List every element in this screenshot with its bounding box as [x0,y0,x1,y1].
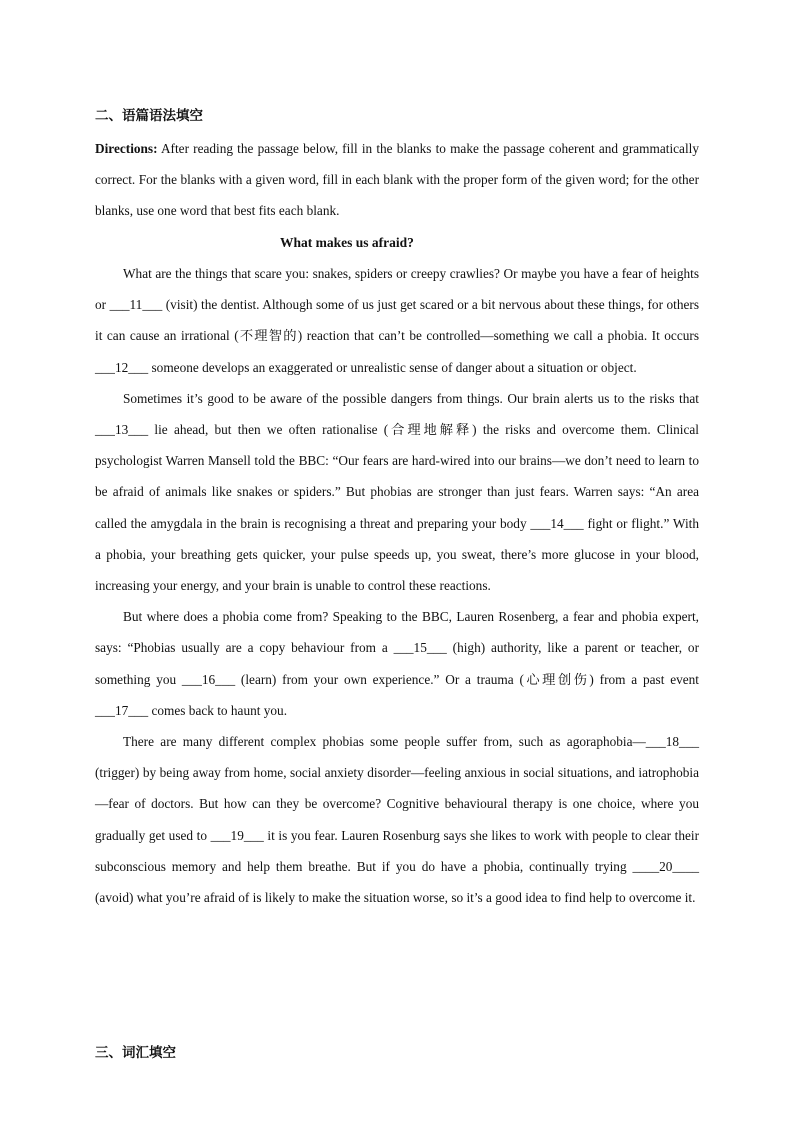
section-heading-vocabulary-fill: 三、词汇填空 [95,1045,176,1060]
directions-text: After reading the passage below, fill in the blanks to make the passage coherent and grammatically correct. For the blanks with a given word, fill in each blank with the proper form of the given word; for the other blanks, use one word that best fits each blank. [95,141,699,219]
passage-paragraph-2: Sometimes it’s good to be aware of the possible dangers from things. Our brain alerts us to the risks that ___13___ lie ahead, but then we often rationalise (合理地解释) the risks and overcome them. Clinical psychologist Warren Mansell told the BBC: “Our fears are hard-wired into our brains—we don’t need to learn to be afraid of animals like snakes or spiders.” But phobias are stronger than just fears. Warren says: “An area called the amygdala in the brain is recognising a threat and preparing your body ___14___ fight or flight.” With a phobia, your breathing gets quicker, your pulse speeds up, you sweat, there’s more glucose in your blood, increasing your energy, and your brain is unable to control these reactions. [95,390,699,594]
passage-paragraph-1: What are the things that scare you: snakes, spiders or creepy crawlies? Or maybe you have a fear of heights or ___11___ (visit) the dentist. Although some of us just get scared or a bit nervous about these things, for others it can cause an irrational (不理智的) reaction that can’t be controlled—something we call a phobia. It occurs ___12___ someone develops an exaggerated or unrealistic sense of danger about a situation or object. [95,266,699,375]
section-heading-grammar-fill: 二、语篇语法填空 [95,108,203,123]
passage-paragraph-4: There are many different complex phobias some people suffer from, such as agoraphobia—___18___ (trigger) by being away from home, social anxiety disorder—feeling anxious in social situations, and iatrophobia—fear of doctors. But how can they be overcome? Cognitive behavioural therapy is one choice, where you gradually get used to ___19___ it is you fear. Lauren Rosenburg says she likes to work with people to clear their subconscious memory and help them breathe. But if you do have a phobia, continually trying ____20____ (avoid) what you’re afraid of is likely to make the situation worse, so it’s a good idea to find help to overcome it. [95,734,699,906]
passage-paragraph-3: But where does a phobia come from? Speaking to the BBC, Lauren Rosenberg, a fear and phobia expert, says: “Phobias usually are a copy behaviour from a ___15___ (high) authority, like a parent or teacher, or something you ___16___ (learn) from your own experience.” Or a trauma (心理创伤) from a past event ___17___ comes back to haunt you. [95,609,699,718]
passage-body [95,258,699,913]
passage-title: What makes us afraid? [280,235,414,250]
directions-label: Directions: [95,141,158,156]
directions-paragraph [95,133,699,227]
